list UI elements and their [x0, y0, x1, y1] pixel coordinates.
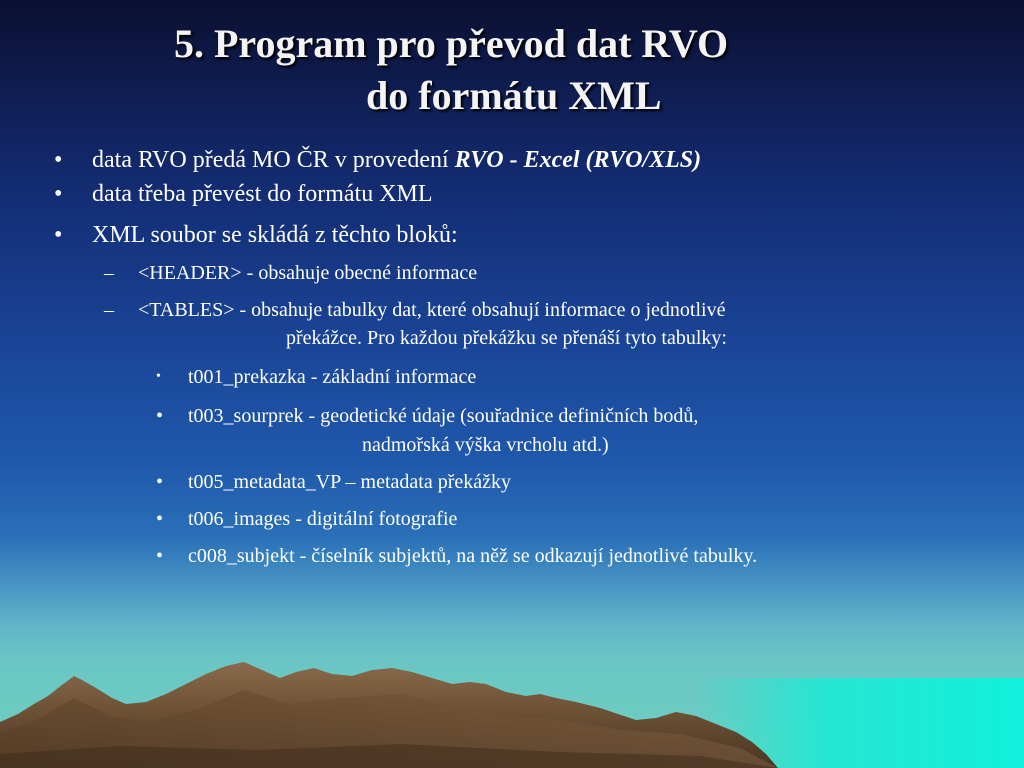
dash-marker: – — [104, 262, 114, 284]
sub-list-item-continuation: překážce. Pro každou překážku se přenáší tyto tabulky: — [286, 327, 727, 349]
bullet-marker: • — [54, 147, 63, 173]
table-item-text: c008_subjekt - číselník subjektů, na něž se odkazují jednotlivé tabulky. — [188, 545, 758, 567]
list-item-text: data RVO předá MO ČR v provedení RVO - Excel (RVO/XLS) — [92, 147, 702, 173]
table-item-continuation: nadmořská výška vrcholu atd.) — [362, 434, 609, 456]
sub-list-item-text: <HEADER> - obsahuje obecné informace — [138, 262, 478, 284]
bullet-marker: • — [54, 181, 63, 207]
mountains-background — [0, 658, 1024, 768]
table-item-text: t006_images - digitální fotografie — [188, 508, 458, 530]
bullet-marker: • — [156, 405, 164, 427]
bullet-marker: • — [156, 369, 161, 384]
sub-list-item-text: <TABLES> - obsahuje tabulky dat, které obsahují informace o jednotlivé — [138, 299, 726, 321]
list-item-text: data třeba převést do formátu XML — [92, 181, 433, 207]
table-item-text: t005_metadata_VP – metadata překážky — [188, 471, 512, 493]
list-item-text: XML soubor se skládá z těchto bloků: — [92, 222, 458, 248]
bullet-marker: • — [156, 545, 164, 567]
bullet-marker: • — [54, 222, 63, 248]
dash-marker: – — [104, 299, 114, 321]
bullet-marker: • — [156, 508, 164, 530]
emphasis-text: RVO - Excel (RVO/XLS) — [454, 147, 702, 173]
table-item-text: t001_prekazka - základní informace — [188, 366, 477, 388]
bullet-marker: • — [156, 471, 164, 493]
table-item-text: t003_sourprek - geodetické údaje (souřadnice definičních bodů, — [188, 405, 699, 427]
title-line-2: do formátu XML — [366, 73, 662, 118]
title-line-1: 5. Program pro převod dat RVO — [174, 21, 729, 66]
